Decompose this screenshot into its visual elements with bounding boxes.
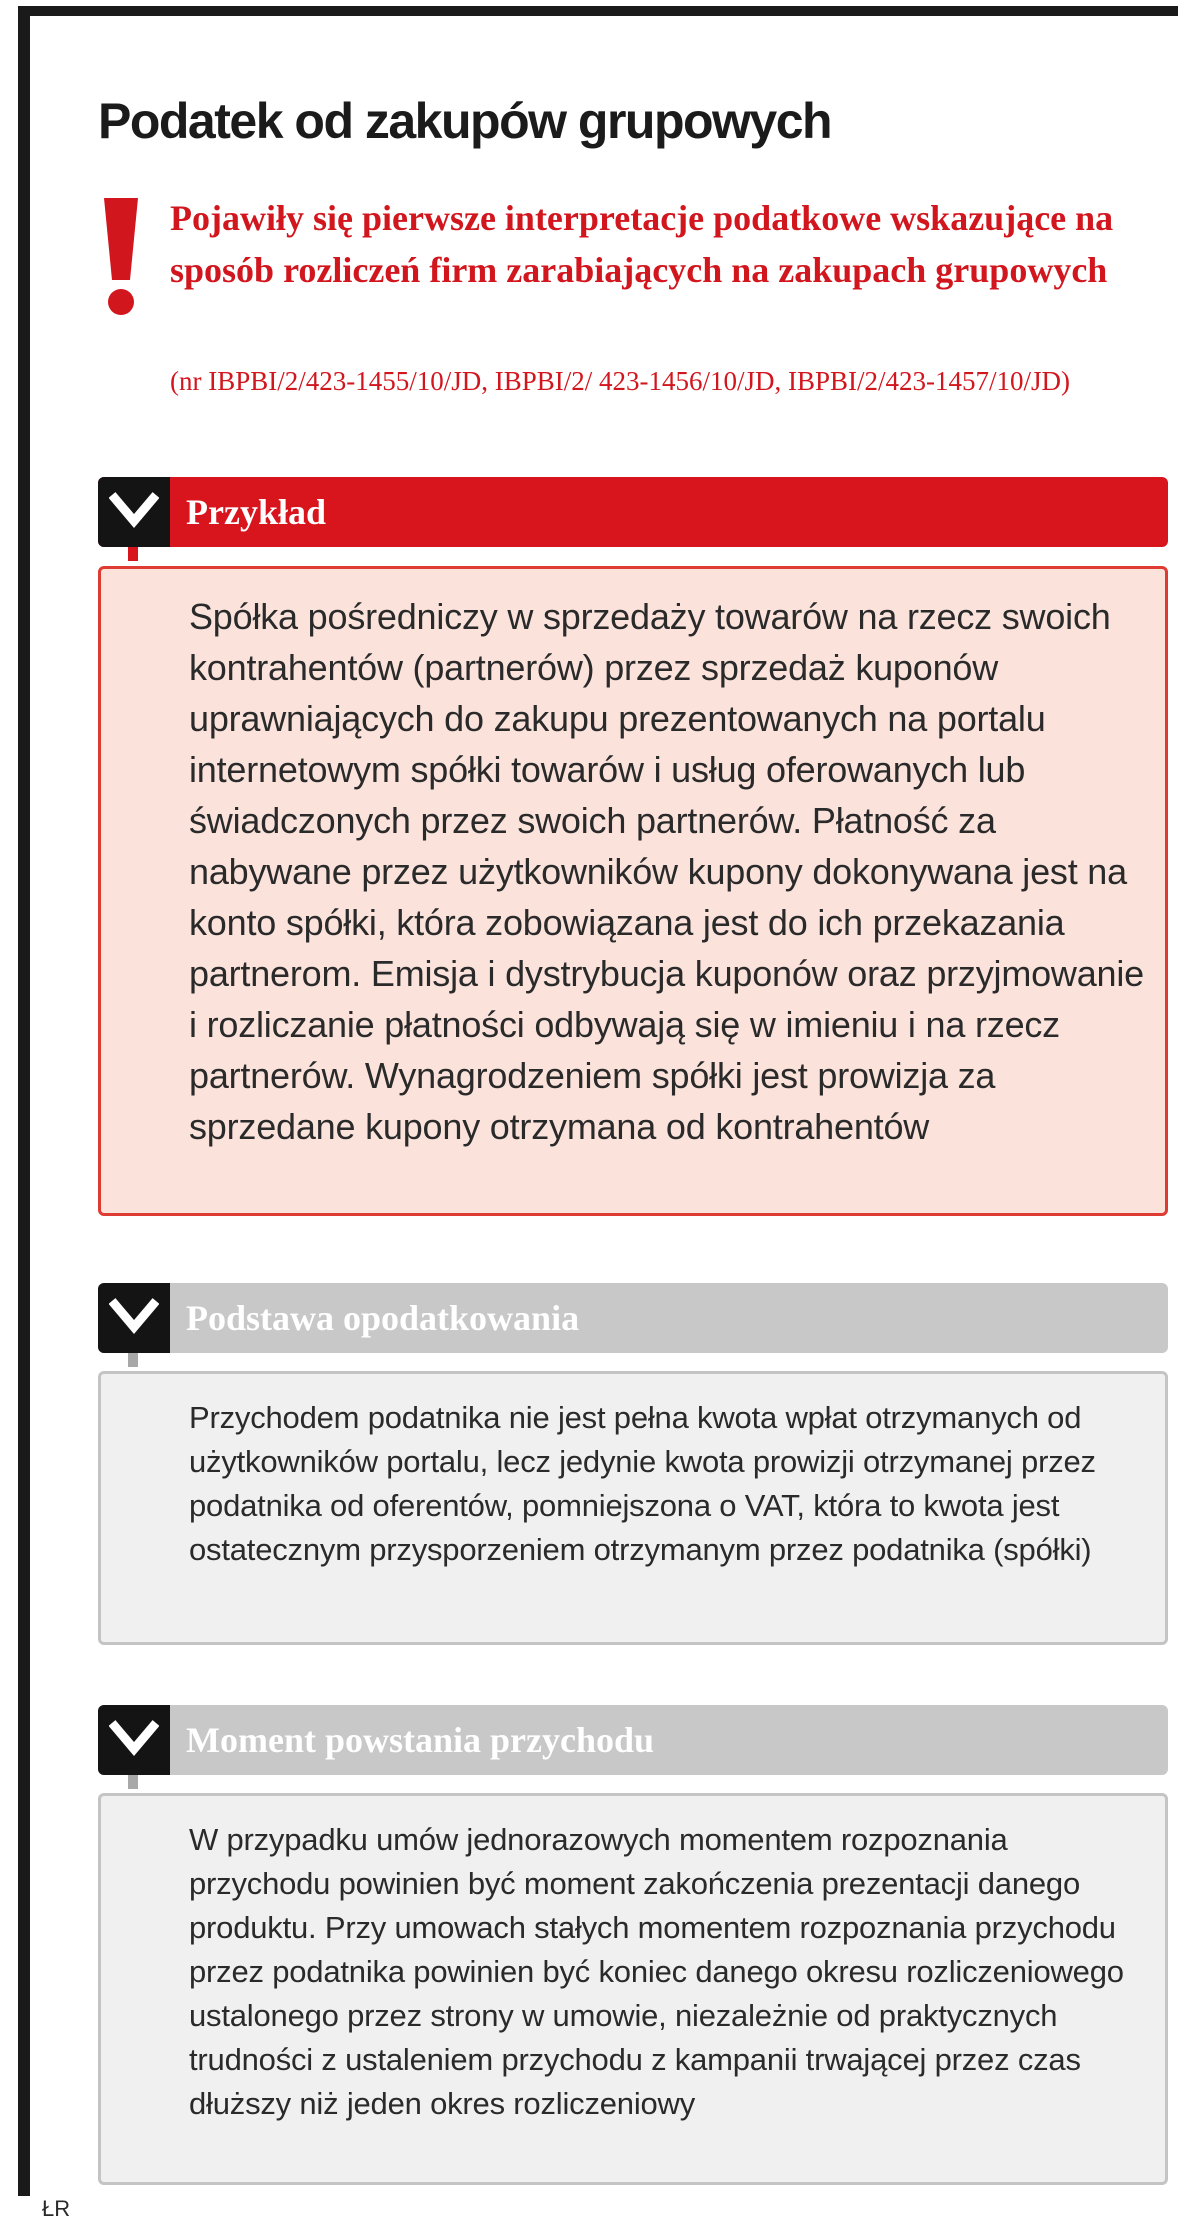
chevron-down-icon [109, 1295, 159, 1339]
chevron-down-icon [109, 489, 159, 533]
exclamation-icon [100, 198, 142, 316]
frame-left-rule [18, 6, 30, 2196]
chevron-box[interactable] [98, 1283, 170, 1353]
section-body-text: W przypadku umów jednorazowych momentem rozpoznania przychodu powinien być moment zakończenia prezentacji danego produktu. Przy umowach stałych momentem rozpoznania przychodu przez podatnika powinien być koniec danego okresu rozliczeniowego ustalonego przez strony w umowie, niezależnie od praktycznych trudności z ustaleniem przychodu z kampanii trwającej przez czas dłuższy niż jeden okres rozliczeniowy [189, 1822, 1124, 2121]
frame-top-rule [18, 6, 1178, 16]
alert-headline: Pojawiły się pierwsze interpretacje podatkowe wskazujące na sposób rozliczeń firm zarabiających na zakupach grupowych [170, 198, 1114, 290]
chevron-box[interactable] [98, 1705, 170, 1775]
section-header-label: Podstawa opodatkowania [186, 1298, 580, 1338]
section-header-moment-powstania-przychodu[interactable] [98, 1705, 1168, 1775]
chevron-down-icon [109, 1717, 159, 1761]
section-connector [128, 1775, 138, 1789]
section-body-text: Przychodem podatnika nie jest pełna kwota wpłat otrzymanych od użytkowników portalu, lecz jedynie kwota prowizji otrzymanej przez podatnika od oferentów, pomniejszona o VAT, która to kwota jest ostatecznym przysporzeniem otrzymanym przez podatnika (spółki) [189, 1400, 1096, 1567]
section-connector [128, 547, 138, 561]
section-header-label: Moment powstania przychodu [186, 1720, 655, 1760]
section-header-label: Przykład [186, 492, 326, 532]
section-body-podstawa-opodatkowania [98, 1371, 1168, 1645]
section-connector [128, 1353, 138, 1367]
chevron-box[interactable] [98, 477, 170, 547]
section-header-podstawa-opodatkowania[interactable] [98, 1283, 1168, 1353]
section-header-przyklad[interactable] [98, 477, 1168, 547]
section-body-przyklad [98, 566, 1168, 1216]
alert-reference: (nr IBPBI/2/423-1455/10/JD, IBPBI/2/ 423-1456/10/JD, IBPBI/2/423-1457/10/JD) [170, 366, 1071, 396]
section-body-text: Spółka pośredniczy w sprzedaży towarów na rzecz swoich kontrahentów (partnerów) przez sprzedaż kuponów uprawniających do zakupu prezentowanych na portalu internetowym spółki towarów i usług oferowanych lub świadczonych przez swoich partnerów. Płatność za nabywane przez użytkowników kupony dokonywana jest na konto spółki, która zobowiązana jest do ich przekazania partnerom. Emisja i dystrybucja kuponów oraz przyjmowanie i rozliczanie płatności odbywają się w imieniu i na rzecz partnerów. Wynagrodzeniem spółki jest prowizja za sprzedane kupony otrzymana od kontrahentów [189, 596, 1144, 1147]
author-initials: ŁR [42, 2196, 71, 2221]
page-title: Podatek od zakupów grupowych [98, 93, 832, 149]
section-body-moment-powstania-przychodu [98, 1793, 1168, 2185]
